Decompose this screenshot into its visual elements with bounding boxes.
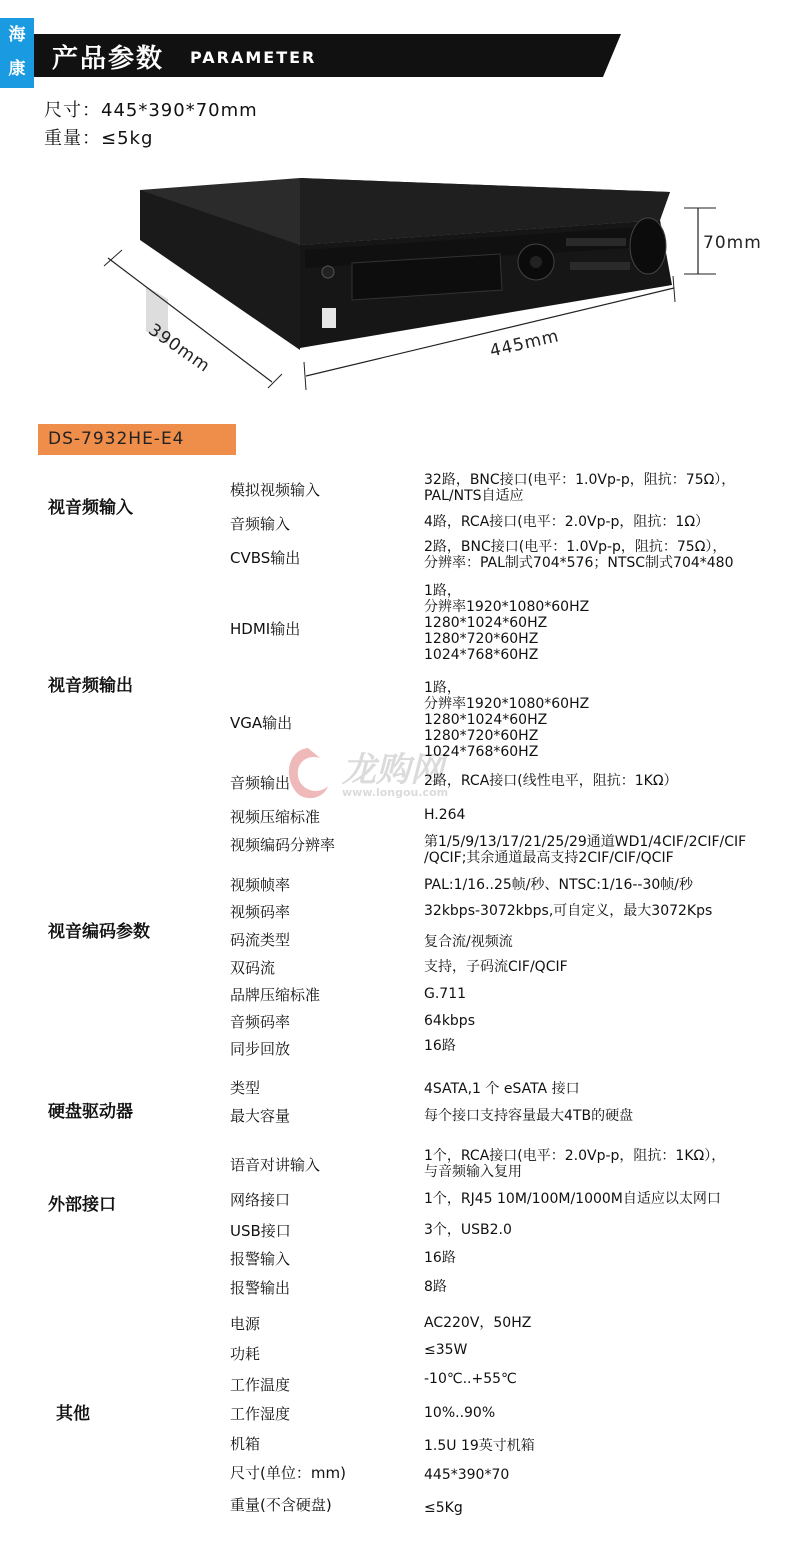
spec-value: 1.5U 19英寸机箱 (424, 1438, 535, 1454)
spec-key: 模拟视频输入 (230, 481, 321, 499)
category-external: 外部接口 (48, 1195, 116, 1215)
spec-key: 语音对讲输入 (230, 1156, 321, 1174)
spec-key: 网络接口 (230, 1191, 291, 1209)
spec-key: 工作湿度 (230, 1405, 291, 1423)
spec-key: USB接口 (230, 1222, 291, 1240)
spec-value: 1路， 分辨率1920*1080*60HZ 1280*1024*60HZ 1280*720*60HZ 1024*768*60HZ (424, 680, 590, 760)
spec-value: 1路， 分辨率1920*1080*60HZ 1280*1024*60HZ 1280*720*60HZ 1024*768*60HZ (424, 583, 590, 663)
spec-key: VGA输出 (230, 714, 293, 732)
height-label: 70mm (703, 233, 762, 253)
spec-value: 第1/5/9/13/17/21/25/29通道WD1/4CIF/2CIF/CIF /QCIF;其余通道最高支持2CIF/CIF/QCIF (424, 834, 747, 866)
spec-key: 品牌压缩标准 (230, 986, 321, 1004)
page-title-en: PARAMETER (190, 48, 317, 67)
size-line: 尺寸：445*390*70mm (44, 100, 258, 121)
spec-value: PAL:1/16..25帧/秒、NTSC:1/16--30帧/秒 (424, 877, 693, 893)
spec-value: 16路 (424, 1038, 456, 1054)
spec-key: 音频输出 (230, 774, 291, 792)
category-other: 其他 (56, 1404, 90, 1424)
spec-value: 16路 (424, 1250, 456, 1266)
model-tag: DS-7932HE-E4 (38, 424, 236, 455)
depth-label: 390mm (144, 320, 214, 377)
category-disk: 硬盘驱动器 (48, 1102, 133, 1122)
spec-key: 码流类型 (230, 931, 291, 949)
spec-value: 10%..90% (424, 1405, 496, 1421)
spec-value: 每个接口支持容量最大4TB的硬盘 (424, 1108, 634, 1124)
spec-value: 3个，USB2.0 (424, 1222, 512, 1238)
spec-value: 32路，BNC接口(电平：1.0Vp-p，阻抗：75Ω）， PAL/NTS自适应 (424, 472, 736, 504)
spec-value: AC220V，50HZ (424, 1315, 532, 1331)
spec-value: ≤35W (424, 1342, 468, 1358)
device-illustration (0, 150, 790, 410)
spec-value: ≤5Kg (424, 1500, 463, 1516)
watermark-cn: 龙购网 (342, 750, 444, 790)
spec-key: 工作温度 (230, 1376, 291, 1394)
spec-value: H.264 (424, 807, 466, 823)
spec-key: 报警输出 (230, 1279, 291, 1297)
brand-side-tab (0, 18, 34, 88)
spec-key: CVBS输出 (230, 549, 301, 567)
spec-value: 445*390*70 (424, 1467, 510, 1483)
category-encoding: 视音编码参数 (48, 922, 150, 942)
spec-key: 功耗 (230, 1345, 261, 1363)
spec-value: -10℃..+55℃ (424, 1371, 517, 1387)
spec-key: 尺寸(单位：mm) (230, 1464, 346, 1482)
spec-key: 电源 (230, 1315, 261, 1333)
spec-value: 32kbps-3072kbps,可自定义，最大3072Kps (424, 903, 713, 919)
spec-value: 2路，RCA接口(线性电平，阻抗：1KΩ） (424, 773, 678, 789)
weight-line: 重量：≤5kg (44, 128, 154, 149)
spec-key: 音频码率 (230, 1013, 291, 1031)
watermark-url: www.longou.com (342, 786, 449, 799)
brand-side-char-2: 康 (8, 59, 26, 79)
spec-value: 复合流/视频流 (424, 934, 513, 950)
spec-key: 视频编码分辨率 (230, 836, 336, 854)
header-cut-corner (603, 34, 790, 77)
spec-value: 4路，RCA接口(电平：2.0Vp-p，阻抗：1Ω） (424, 514, 710, 530)
brand-side-char-1: 海 (8, 25, 26, 45)
spec-value: 1个，RJ45 10M/100M/1000M自适应以太网口 (424, 1191, 721, 1207)
spec-key: 机箱 (230, 1435, 261, 1453)
spec-key: 重量(不含硬盘) (230, 1496, 332, 1514)
width-label: 445mm (488, 326, 562, 362)
spec-key: 双码流 (230, 959, 276, 977)
spec-key: 类型 (230, 1079, 261, 1097)
spec-key: 视频码率 (230, 903, 291, 921)
spec-value: 支持，子码流CIF/QCIF (424, 959, 568, 975)
spec-key: 音频输入 (230, 515, 291, 533)
spec-key: HDMI输出 (230, 620, 301, 638)
spec-value: 1个，RCA接口(电平：2.0Vp-p，阻抗：1KΩ）， 与音频输入复用 (424, 1148, 726, 1180)
spec-key: 视频帧率 (230, 876, 291, 894)
spec-value: 4SATA,1 个 eSATA 接口 (424, 1081, 580, 1097)
spec-key: 报警输入 (230, 1250, 291, 1268)
spec-value: 8路 (424, 1279, 447, 1295)
spec-key: 同步回放 (230, 1040, 291, 1058)
spec-value: 64kbps (424, 1013, 475, 1029)
spec-value: G.711 (424, 986, 467, 1002)
spec-key: 最大容量 (230, 1107, 291, 1125)
page-title: 产品参数 (52, 44, 165, 74)
category-av-input: 视音频输入 (48, 498, 133, 518)
spec-value: 2路，BNC接口(电平：1.0Vp-p，阻抗：75Ω）， 分辨率：PAL制式704*576；NTSC制式704*480 (424, 539, 734, 571)
spec-key: 视频压缩标准 (230, 808, 321, 826)
category-av-output: 视音频输出 (48, 676, 133, 696)
